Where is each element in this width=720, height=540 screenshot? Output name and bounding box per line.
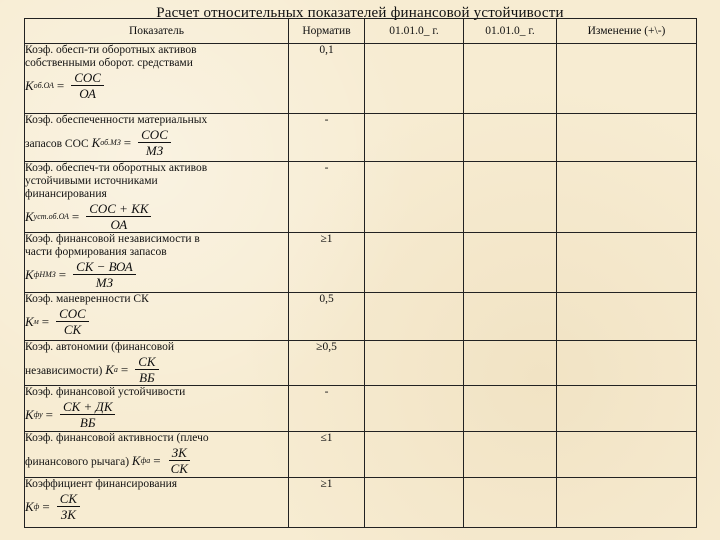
value-cell (464, 341, 557, 386)
indicator-cell (25, 293, 289, 341)
indicator-label: финансирования (25, 188, 107, 200)
value-cell (365, 341, 464, 386)
norm-cell: ≥0,5 (289, 341, 365, 386)
change-cell (557, 233, 697, 293)
indicator-label: запасов СОС (25, 138, 89, 150)
value-cell (464, 293, 557, 341)
indicator-cell (25, 44, 289, 114)
value-cell (464, 386, 557, 432)
table-row (25, 114, 697, 162)
table-row (25, 432, 697, 478)
indicator-cell (25, 478, 289, 528)
indicator-label: устойчивыми источниками (25, 175, 158, 187)
value-cell (365, 432, 464, 478)
value-cell (464, 44, 557, 114)
norm-cell: 0,5 (289, 293, 365, 341)
indicator-label: Коэф. обеспеч-ти оборотных активов (25, 162, 208, 174)
value-cell (464, 162, 557, 233)
formula: K об.ОА = $\frac{\text{СОС}}{ОА}$ (25, 70, 104, 101)
page-title: Расчет относительных показателей финансовой устойчивости (156, 5, 564, 21)
formula: K фа = $\frac{ЗК}{СК}$ (131, 445, 188, 476)
table-row (25, 341, 697, 386)
value-cell (365, 114, 464, 162)
value-cell (464, 114, 557, 162)
indicator-label: независимости) (25, 365, 103, 377)
indicator-label: части формирования запасов (25, 246, 167, 258)
table-row (25, 162, 697, 233)
value-cell (365, 478, 464, 528)
indicator-cell (25, 432, 289, 478)
norm-cell: 0,1 (289, 44, 365, 114)
indicator-label: Коэффициент финансирования (25, 478, 178, 490)
norm-cell: - (289, 114, 365, 162)
indicator-label: Коэф. финансовой независимости в (25, 233, 200, 245)
formula: K об.МЗ = $\frac{\text{СОС}}{МЗ}$ (92, 127, 171, 158)
header-norm: Норматив (289, 19, 365, 44)
indicator-cell (25, 114, 289, 162)
indicator-label: Коэф. финансовой устойчивости (25, 386, 186, 398)
indicator-cell (25, 162, 289, 233)
formula: K уст.об.ОА = $\frac{\text{СОС + КК}}{ОА}$ (25, 201, 151, 232)
table-row (25, 293, 697, 341)
indicator-cell (25, 386, 289, 432)
table-row (25, 478, 697, 528)
table-row (25, 386, 697, 432)
change-cell (557, 162, 697, 233)
header-date-2: 01.01.0_ г. (464, 19, 557, 44)
value-cell (365, 293, 464, 341)
change-cell (557, 386, 697, 432)
indicator-label: Коэф. финансовой активности (плечо (25, 432, 209, 444)
table-row (25, 44, 697, 114)
indicator-label: Коэф. обесп-ти оборотных активов (25, 44, 197, 56)
indicator-cell (25, 233, 289, 293)
value-cell (365, 44, 464, 114)
formula: K фНМЗ = $\frac{\text{СК − ВОА}}{МЗ}$ (25, 259, 136, 290)
indicator-cell (25, 341, 289, 386)
stability-table (24, 18, 697, 528)
norm-cell: - (289, 162, 365, 233)
change-cell (557, 432, 697, 478)
indicator-label: Коэф. маневренности СК (25, 293, 149, 305)
header-change: Изменение (+\-) (557, 19, 697, 44)
change-cell (557, 341, 697, 386)
value-cell (365, 162, 464, 233)
value-cell (365, 386, 464, 432)
formula: K а = $\frac{СК}{ВБ}$ (105, 354, 158, 385)
value-cell (365, 233, 464, 293)
formula: K фу = $\frac{СК + ДК}{ВБ}$ (25, 399, 115, 430)
table-row (25, 233, 697, 293)
header-row (25, 19, 697, 44)
change-cell (557, 293, 697, 341)
norm-cell: ≤1 (289, 432, 365, 478)
change-cell (557, 44, 697, 114)
indicator-label: Коэф. обеспеченности материальных (25, 114, 208, 126)
header-date-1: 01.01.0_ г. (365, 19, 464, 44)
formula: K м = $\frac{\text{СОС}}{СК}$ (25, 306, 89, 337)
value-cell (464, 478, 557, 528)
indicator-label: Коэф. автономии (финансовой (25, 341, 175, 353)
change-cell (557, 114, 697, 162)
value-cell (464, 432, 557, 478)
indicator-label: собственными оборот. средствами (25, 57, 193, 69)
formula: K ф = $\frac{СК}{ЗК}$ (25, 491, 80, 522)
change-cell (557, 478, 697, 528)
value-cell (464, 233, 557, 293)
header-indicator: Показатель (25, 19, 289, 44)
norm-cell: ≥1 (289, 233, 365, 293)
indicator-label: финансового рычага) (25, 456, 130, 468)
norm-cell: - (289, 386, 365, 432)
norm-cell: ≥1 (289, 478, 365, 528)
